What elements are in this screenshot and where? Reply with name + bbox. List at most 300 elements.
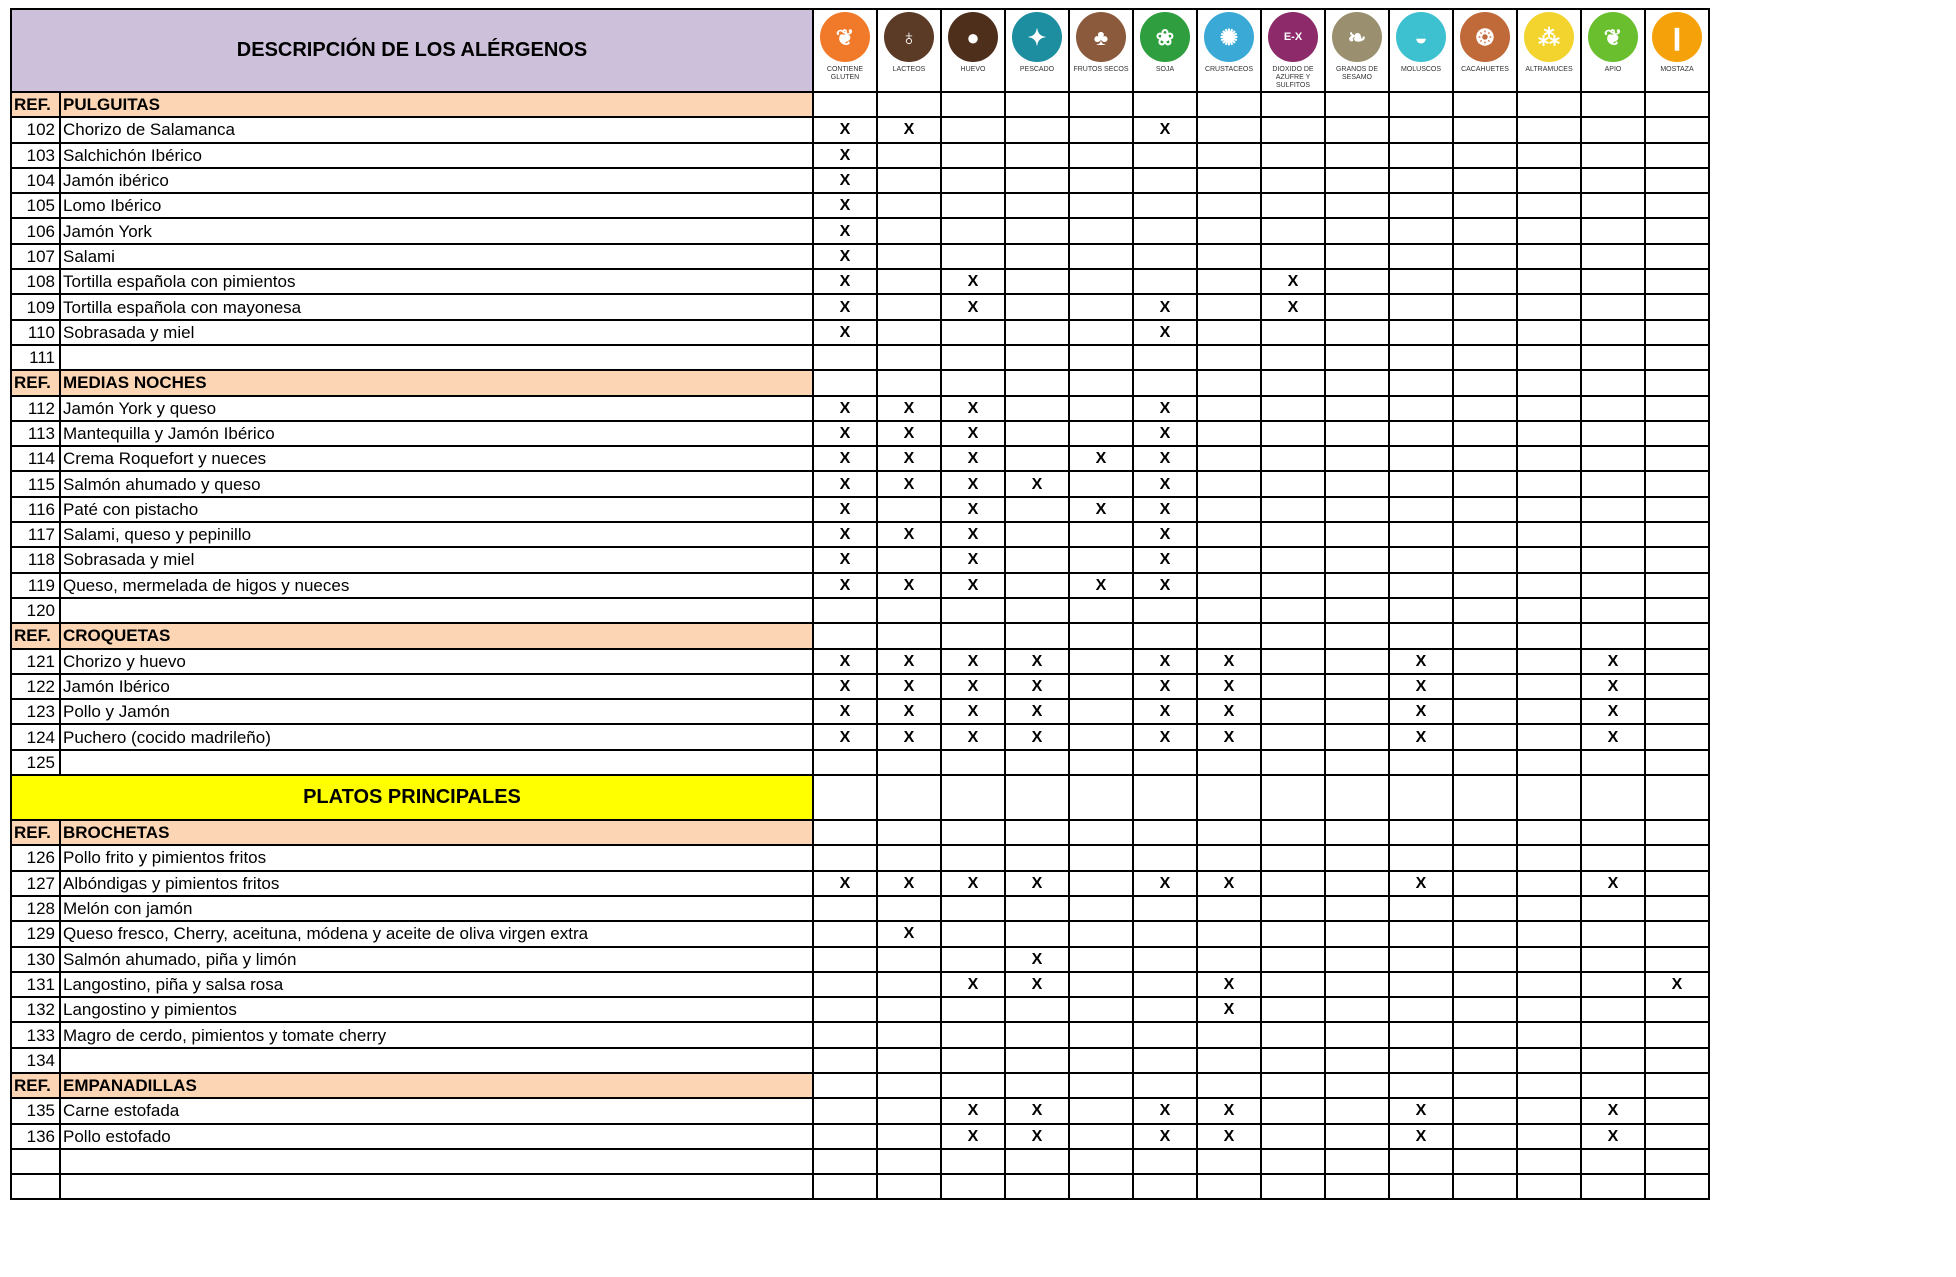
allergen-mark <box>1453 997 1517 1022</box>
table-row <box>11 845 1709 870</box>
wheat-icon: ❦ <box>820 12 870 62</box>
allergen-mark <box>1389 320 1453 345</box>
allergen-mark <box>1197 1048 1261 1073</box>
allergen-label: CACAHUETES <box>1461 66 1509 73</box>
allergen-mark <box>1197 244 1261 269</box>
table-row <box>11 896 1709 921</box>
section-title: PULGUITAS <box>60 92 813 117</box>
allergen-cell <box>877 1073 941 1098</box>
ref-number: 133 <box>11 1022 60 1047</box>
allergen-cell <box>1645 775 1709 820</box>
ref-number: 113 <box>11 421 60 446</box>
allergen-mark <box>1261 345 1325 370</box>
allergen-mark <box>1261 471 1325 496</box>
allergen-cell <box>877 92 941 117</box>
allergen-cell <box>1453 820 1517 845</box>
allergen-mark: X <box>877 871 941 896</box>
allergen-mark: X <box>1197 1124 1261 1149</box>
allergen-cell <box>941 623 1005 648</box>
allergen-cell <box>1197 820 1261 845</box>
allergen-cell <box>1517 1073 1581 1098</box>
table-row <box>11 218 1709 243</box>
allergen-mark <box>1261 168 1325 193</box>
allergen-mark <box>1069 1149 1133 1174</box>
allergen-cell <box>1645 623 1709 648</box>
allergen-mark <box>1325 497 1389 522</box>
allergen-mark: X <box>813 699 877 724</box>
allergen-mark <box>1389 1149 1453 1174</box>
allergen-mark <box>1645 446 1709 471</box>
allergen-cell <box>1197 370 1261 395</box>
allergen-mark <box>877 997 941 1022</box>
allergen-cell <box>1197 92 1261 117</box>
allergen-mark <box>1517 446 1581 471</box>
allergen-header <box>1069 9 1133 92</box>
allergen-header <box>1453 9 1517 92</box>
allergen-mark <box>941 143 1005 168</box>
allergen-mark: X <box>877 421 941 446</box>
allergen-mark <box>1325 117 1389 142</box>
allergen-mark <box>1645 320 1709 345</box>
allergen-mark <box>1517 947 1581 972</box>
allergen-mark: X <box>941 674 1005 699</box>
allergen-cell <box>1005 623 1069 648</box>
allergen-mark <box>1581 421 1645 446</box>
allergen-mark <box>1325 345 1389 370</box>
ref-number: 125 <box>11 750 60 775</box>
allergen-mark <box>1261 446 1325 471</box>
allergen-mark: X <box>941 649 1005 674</box>
allergen-cell <box>1261 1073 1325 1098</box>
allergen-mark <box>1005 294 1069 319</box>
dish-name: Jamón Ibérico <box>60 674 813 699</box>
allergen-mark <box>1517 598 1581 623</box>
allergen-mark <box>1517 1149 1581 1174</box>
allergen-mark: X <box>1261 294 1325 319</box>
allergen-mark: X <box>1133 320 1197 345</box>
allergen-mark <box>1133 845 1197 870</box>
allergen-mark <box>1133 972 1197 997</box>
allergen-mark <box>1325 598 1389 623</box>
allergen-mark <box>1069 471 1133 496</box>
allergen-mark <box>1517 269 1581 294</box>
allergen-mark: X <box>1389 699 1453 724</box>
dish-name <box>60 1149 813 1174</box>
allergen-mark <box>1325 997 1389 1022</box>
allergen-mark <box>941 921 1005 946</box>
allergen-mark <box>1005 168 1069 193</box>
allergen-mark <box>1517 1124 1581 1149</box>
allergen-mark <box>1581 1048 1645 1073</box>
allergen-mark <box>1389 396 1453 421</box>
allergen-mark <box>1581 143 1645 168</box>
allergen-mark <box>1389 921 1453 946</box>
dish-name: Salchichón Ibérico <box>60 143 813 168</box>
table-row <box>11 1174 1709 1199</box>
ref-number: 112 <box>11 396 60 421</box>
table-row <box>11 674 1709 699</box>
dish-name: Carne estofada <box>60 1098 813 1123</box>
allergen-mark <box>1453 497 1517 522</box>
section-row <box>11 623 1709 648</box>
allergen-mark <box>1325 396 1389 421</box>
allergen-mark: X <box>1133 471 1197 496</box>
allergen-mark <box>1261 1048 1325 1073</box>
allergen-mark: X <box>813 168 877 193</box>
allergen-cell <box>877 775 941 820</box>
section-row <box>11 820 1709 845</box>
allergen-mark <box>1581 845 1645 870</box>
allergen-mark <box>1069 699 1133 724</box>
allergen-cell <box>877 820 941 845</box>
ref-number: 123 <box>11 699 60 724</box>
allergen-mark <box>941 750 1005 775</box>
allergen-mark: X <box>813 269 877 294</box>
allergen-mark <box>1197 143 1261 168</box>
allergen-mark <box>1005 750 1069 775</box>
allergen-mark <box>1581 547 1645 572</box>
allergen-cell <box>1581 370 1645 395</box>
allergen-mark <box>941 168 1005 193</box>
main-section-row <box>11 775 1709 820</box>
allergen-mark <box>813 845 877 870</box>
table-row <box>11 193 1709 218</box>
ref-number: 135 <box>11 1098 60 1123</box>
allergen-mark <box>1517 396 1581 421</box>
allergen-mark: X <box>813 497 877 522</box>
allergen-mark <box>1389 947 1453 972</box>
dish-name: Queso fresco, Cherry, aceituna, módena y aceite de oliva virgen extra <box>60 921 813 946</box>
allergen-mark <box>877 1022 941 1047</box>
allergen-cell <box>1325 370 1389 395</box>
allergen-mark <box>1581 896 1645 921</box>
allergen-mark <box>1197 218 1261 243</box>
allergen-mark <box>1069 421 1133 446</box>
allergen-mark <box>1517 143 1581 168</box>
table-row <box>11 921 1709 946</box>
allergen-cell <box>1325 1073 1389 1098</box>
allergen-mark <box>1261 143 1325 168</box>
allergen-mark <box>1069 168 1133 193</box>
allergen-mark <box>1069 845 1133 870</box>
section-row <box>11 92 1709 117</box>
allergen-label: MOLUSCOS <box>1400 66 1442 73</box>
allergen-cell <box>1517 623 1581 648</box>
allergen-mark <box>1069 1174 1133 1199</box>
allergen-mark <box>1069 674 1133 699</box>
allergen-mark <box>813 750 877 775</box>
allergen-cell <box>1453 370 1517 395</box>
allergen-mark: X <box>877 471 941 496</box>
table-row <box>11 871 1709 896</box>
allergen-cell <box>1453 623 1517 648</box>
allergen-badge <box>1006 10 1068 88</box>
allergen-mark <box>1069 1022 1133 1047</box>
allergen-mark <box>1453 522 1517 547</box>
allergen-mark <box>1261 921 1325 946</box>
allergen-mark: X <box>1197 724 1261 749</box>
allergen-mark <box>1261 1149 1325 1174</box>
allergen-mark <box>1069 972 1133 997</box>
allergen-mark: X <box>1133 674 1197 699</box>
allergen-cell <box>1261 775 1325 820</box>
allergen-mark <box>1645 421 1709 446</box>
allergen-mark <box>1645 1149 1709 1174</box>
allergen-cell <box>1005 370 1069 395</box>
allergen-cell <box>941 1073 1005 1098</box>
allergen-mark <box>1325 1149 1389 1174</box>
allergen-mark <box>1645 497 1709 522</box>
allergen-mark <box>1517 320 1581 345</box>
allergen-cell <box>1389 370 1453 395</box>
ref-number: 119 <box>11 573 60 598</box>
allergen-mark <box>1645 699 1709 724</box>
allergen-mark <box>1581 168 1645 193</box>
allergen-cell <box>1197 1073 1261 1098</box>
dish-name: Langostino y pimientos <box>60 997 813 1022</box>
allergen-mark <box>1517 750 1581 775</box>
allergen-mark: X <box>813 471 877 496</box>
ref-number: 111 <box>11 345 60 370</box>
allergen-cell <box>1133 775 1197 820</box>
allergen-mark <box>1005 345 1069 370</box>
allergen-mark <box>1069 649 1133 674</box>
allergen-mark <box>1517 724 1581 749</box>
allergen-mark: X <box>877 446 941 471</box>
allergen-mark <box>1261 845 1325 870</box>
allergen-cell <box>1069 92 1133 117</box>
allergen-mark <box>1005 997 1069 1022</box>
allergen-mark <box>1645 522 1709 547</box>
dish-name: Pollo frito y pimientos fritos <box>60 845 813 870</box>
allergen-mark <box>813 1174 877 1199</box>
allergen-mark <box>1069 193 1133 218</box>
section-title: BROCHETAS <box>60 820 813 845</box>
allergen-mark: X <box>1581 1124 1645 1149</box>
allergen-mark <box>1453 724 1517 749</box>
allergen-cell <box>941 370 1005 395</box>
ref-number: 117 <box>11 522 60 547</box>
allergen-mark <box>1645 1174 1709 1199</box>
dish-name: Crema Roquefort y nueces <box>60 446 813 471</box>
allergen-mark <box>877 750 941 775</box>
milk-jug-icon: ♁ <box>884 12 934 62</box>
allergen-cell <box>1197 775 1261 820</box>
allergen-mark <box>1325 1048 1389 1073</box>
dish-name: Albóndigas y pimientos fritos <box>60 871 813 896</box>
allergen-badge <box>878 10 940 88</box>
allergen-mark <box>1389 497 1453 522</box>
ref-number: 110 <box>11 320 60 345</box>
table-row <box>11 244 1709 269</box>
allergen-mark <box>1453 143 1517 168</box>
allergen-mark: X <box>941 497 1005 522</box>
allergen-mark <box>1005 218 1069 243</box>
dish-name: Tortilla española con pimientos <box>60 269 813 294</box>
allergen-mark <box>1645 947 1709 972</box>
allergen-mark <box>1517 896 1581 921</box>
allergen-mark <box>1389 244 1453 269</box>
allergen-mark <box>1005 896 1069 921</box>
allergen-mark: X <box>1069 573 1133 598</box>
allergen-mark <box>1261 218 1325 243</box>
allergen-mark <box>1581 921 1645 946</box>
allergen-mark <box>1069 871 1133 896</box>
allergen-mark <box>1581 1149 1645 1174</box>
allergen-mark <box>1197 193 1261 218</box>
allergen-mark: X <box>1581 674 1645 699</box>
allergen-mark <box>1517 168 1581 193</box>
allergen-cell <box>1133 1073 1197 1098</box>
allergen-mark: X <box>813 396 877 421</box>
allergen-mark: X <box>1133 1124 1197 1149</box>
allergen-mark <box>1581 573 1645 598</box>
allergen-badge <box>1454 10 1516 88</box>
allergen-mark: X <box>813 244 877 269</box>
allergen-label: GRANOS DE SESAMO <box>1335 66 1378 81</box>
allergen-cell <box>1581 92 1645 117</box>
allergen-mark <box>877 896 941 921</box>
allergen-mark <box>1005 143 1069 168</box>
allergen-mark <box>941 244 1005 269</box>
allergen-mark: X <box>941 522 1005 547</box>
allergen-mark <box>1581 320 1645 345</box>
dish-name: Salmón ahumado, piña y limón <box>60 947 813 972</box>
allergen-mark <box>1517 1022 1581 1047</box>
allergen-cell <box>1005 775 1069 820</box>
allergen-mark <box>1389 143 1453 168</box>
allergen-header <box>1517 9 1581 92</box>
allergen-mark <box>1517 871 1581 896</box>
allergen-mark: X <box>813 294 877 319</box>
allergen-mark: X <box>1005 871 1069 896</box>
allergen-cell <box>877 623 941 648</box>
allergen-mark <box>1645 193 1709 218</box>
ref-header: REF. <box>11 1073 60 1098</box>
table-row <box>11 547 1709 572</box>
allergen-mark <box>1325 1174 1389 1199</box>
dish-name: Langostino, piña y salsa rosa <box>60 972 813 997</box>
allergen-mark <box>1069 522 1133 547</box>
celery-icon: ❦ <box>1588 12 1638 62</box>
allergen-mark <box>813 921 877 946</box>
allergen-mark <box>1645 1022 1709 1047</box>
allergen-mark <box>1325 143 1389 168</box>
allergen-mark <box>1325 168 1389 193</box>
ref-number <box>11 1174 60 1199</box>
allergen-mark: X <box>877 699 941 724</box>
allergen-mark <box>1453 1149 1517 1174</box>
allergen-mark <box>941 345 1005 370</box>
allergen-cell <box>1517 92 1581 117</box>
allergen-cell <box>1133 92 1197 117</box>
ref-number: 105 <box>11 193 60 218</box>
allergen-mark: X <box>813 421 877 446</box>
allergen-mark <box>1581 446 1645 471</box>
allergen-cell <box>941 820 1005 845</box>
ref-header: REF. <box>11 92 60 117</box>
allergen-mark <box>1261 1174 1325 1199</box>
allergen-mark <box>1389 845 1453 870</box>
allergen-mark <box>1453 244 1517 269</box>
allergen-mark <box>1069 947 1133 972</box>
allergen-header <box>1645 9 1709 92</box>
ref-number: 122 <box>11 674 60 699</box>
section-row <box>11 1073 1709 1098</box>
allergen-cell <box>813 775 877 820</box>
allergen-mark <box>813 1022 877 1047</box>
allergen-cell <box>1261 370 1325 395</box>
allergen-mark <box>1005 446 1069 471</box>
allergen-mark <box>1325 724 1389 749</box>
allergen-cell <box>813 1073 877 1098</box>
allergen-mark <box>1133 193 1197 218</box>
allergen-mark <box>941 997 1005 1022</box>
dish-name <box>60 345 813 370</box>
allergen-mark <box>1069 1124 1133 1149</box>
allergen-cell <box>813 370 877 395</box>
ref-number: 121 <box>11 649 60 674</box>
dish-name <box>60 750 813 775</box>
allergen-mark <box>1133 598 1197 623</box>
allergen-mark <box>1261 896 1325 921</box>
dish-name: Pollo estofado <box>60 1124 813 1149</box>
dish-name: Jamón ibérico <box>60 168 813 193</box>
allergen-mark <box>1069 269 1133 294</box>
allergen-mark <box>1517 547 1581 572</box>
allergen-cell <box>1453 92 1517 117</box>
allergen-badge <box>942 10 1004 88</box>
ref-number: 108 <box>11 269 60 294</box>
allergen-mark <box>1133 1048 1197 1073</box>
dish-name <box>60 1174 813 1199</box>
allergen-label: LACTEOS <box>892 66 926 73</box>
table-row <box>11 750 1709 775</box>
allergen-mark <box>1325 972 1389 997</box>
allergen-mark <box>1453 294 1517 319</box>
allergen-mark <box>1069 143 1133 168</box>
allergen-mark <box>1517 218 1581 243</box>
allergen-mark <box>1453 1048 1517 1073</box>
allergen-mark <box>1133 1174 1197 1199</box>
allergen-mark <box>1197 294 1261 319</box>
allergen-mark <box>1005 573 1069 598</box>
allergen-mark <box>877 168 941 193</box>
allergen-mark <box>1645 1048 1709 1073</box>
table-row <box>11 421 1709 446</box>
table-row <box>11 396 1709 421</box>
ref-header: REF. <box>11 370 60 395</box>
allergen-mark: X <box>1197 649 1261 674</box>
allergen-mark <box>1453 218 1517 243</box>
dish-name: Lomo Ibérico <box>60 193 813 218</box>
allergen-mark <box>1453 396 1517 421</box>
allergen-cell <box>1453 1073 1517 1098</box>
allergen-mark <box>1389 269 1453 294</box>
allergen-label: DIOXIDO DE AZUFRE Y SULFITOS <box>1272 66 1314 89</box>
allergen-mark <box>1517 921 1581 946</box>
allergen-mark: X <box>941 1124 1005 1149</box>
allergen-mark <box>1069 724 1133 749</box>
allergen-mark <box>1389 972 1453 997</box>
ref-number: 116 <box>11 497 60 522</box>
allergen-mark <box>1005 547 1069 572</box>
dish-name: Magro de cerdo, pimientos y tomate cherry <box>60 1022 813 1047</box>
allergen-mark: X <box>813 674 877 699</box>
allergen-mark: X <box>813 193 877 218</box>
ref-number: 115 <box>11 471 60 496</box>
allergen-cell <box>1325 92 1389 117</box>
